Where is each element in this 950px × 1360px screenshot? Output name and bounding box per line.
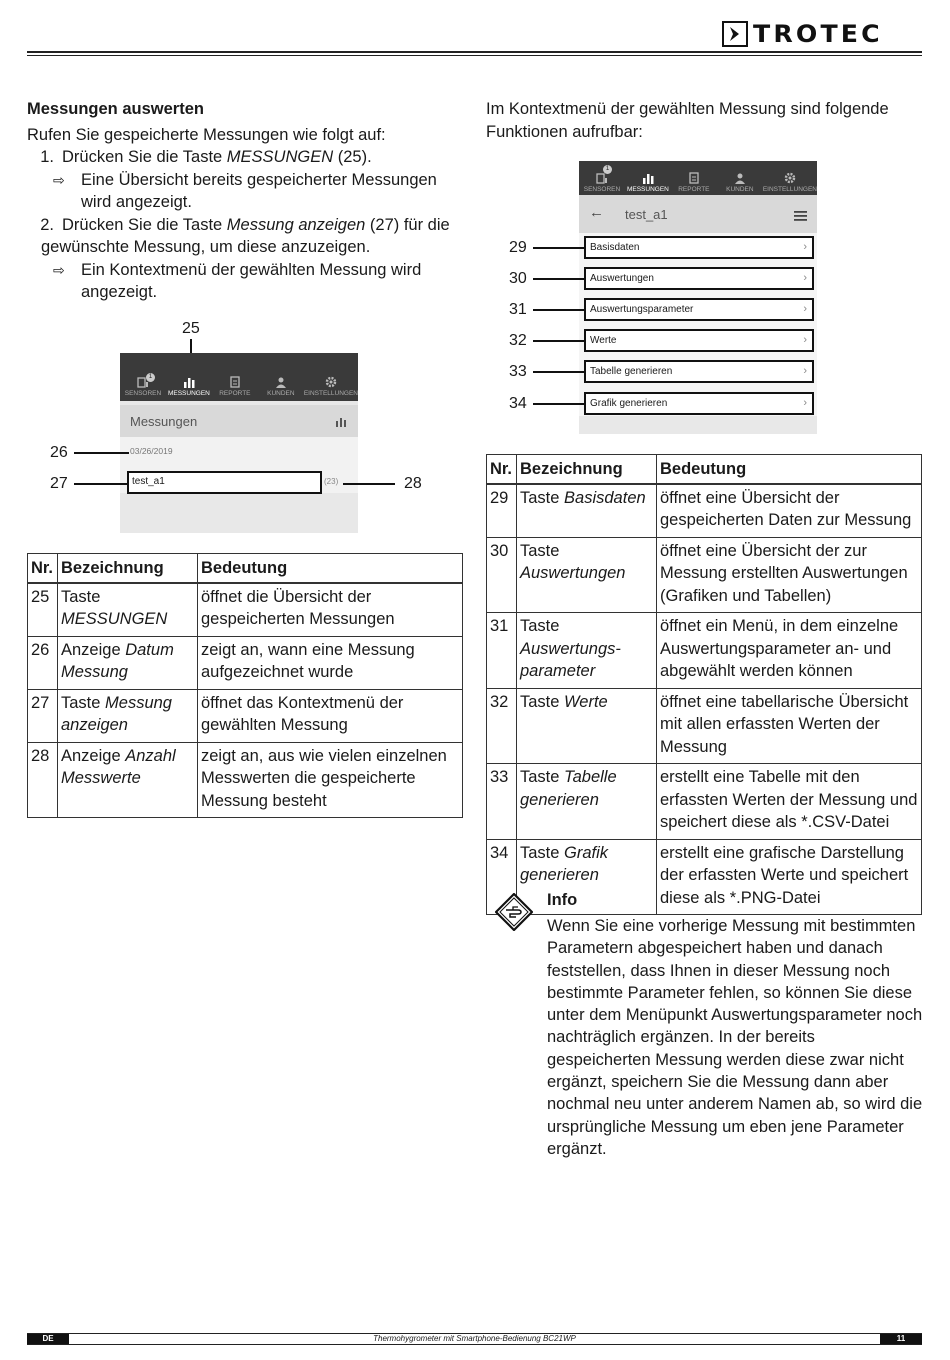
cell-prefix: Taste (520, 692, 565, 711)
tabelle-generieren-button[interactable] (584, 360, 814, 383)
cell-bedeutung: öffnet eine Übersicht der gespeicherten Daten zur Messung (657, 484, 922, 538)
callout-27: 27 (50, 475, 68, 492)
nav-reporte[interactable] (671, 161, 717, 195)
cell-bezeichnung (58, 742, 198, 818)
cell-bedeutung: zeigt an, aus wie vielen einzelnen Messwerten die gespeicherte Messung besteht (198, 742, 463, 818)
cell-nr: 28 (28, 742, 58, 818)
cell-bezeichnung (517, 537, 657, 613)
col-header-nr: Nr. (487, 455, 517, 484)
callout-28-line (343, 483, 395, 485)
badge: 1 (146, 373, 155, 382)
nav-sensoren[interactable] (120, 353, 166, 401)
page-footer (27, 1333, 922, 1345)
customers-icon (274, 374, 288, 388)
col-header-bezeichnung: Bezeichnung (517, 455, 657, 484)
nav-label: KUNDEN (726, 186, 754, 193)
measurement-date: 03/26/2019 (130, 446, 173, 456)
chevron-right-icon: › (803, 365, 807, 377)
col-header-bedeutung: Bedeutung (198, 554, 463, 583)
cell-bezeichnung (517, 764, 657, 840)
cell-bedeutung: öffnet eine tabellarische Übersicht mit allen erfassten Werten der Messung (657, 688, 922, 764)
nav-label: EINSTELLUNGEN (762, 186, 817, 193)
nav-einstellungen[interactable] (763, 161, 817, 195)
app-navbar (120, 353, 358, 401)
cell-emph: Auswertungen (520, 564, 626, 582)
step-1-result (27, 169, 463, 214)
cell-bedeutung: erstellt eine Tabelle mit den erfassten Werten der Messung und speichert diese als *.CSV-Datei (657, 764, 922, 840)
auswertungsparameter-button[interactable] (584, 298, 814, 321)
nav-label: EINSTELLUNGEN (303, 390, 358, 397)
page-number: 11 (880, 1334, 922, 1344)
step-text: Drücken Sie die Taste (62, 215, 227, 234)
app-title: test_a1 (625, 206, 668, 222)
step-2 (27, 214, 463, 237)
nav-label: MESSUNGEN (626, 186, 669, 193)
cell-emph: Werte (564, 692, 608, 711)
cell-bezeichnung (58, 636, 198, 689)
nav-messungen[interactable] (625, 161, 671, 195)
step-emph: MESSUNGEN (226, 148, 334, 166)
cell-bezeichnung (58, 583, 198, 637)
cell-emph: Messung anzeigen (61, 693, 172, 734)
cell-nr: 33 (487, 764, 517, 840)
table-row (28, 636, 463, 689)
cell-nr: 31 (487, 613, 517, 689)
table-row (487, 537, 922, 613)
cell-prefix: Taste (520, 617, 560, 635)
werte-button[interactable] (584, 329, 814, 352)
col-header-bedeutung: Bedeutung (657, 455, 922, 484)
step-text-end: (25). (333, 148, 372, 166)
cell-bezeichnung (517, 839, 657, 915)
step-emph: Messung anzeigen (226, 215, 366, 234)
app-title-bar (579, 195, 817, 233)
cell-prefix: Anzeige (61, 640, 126, 659)
nav-einstellungen[interactable] (304, 353, 358, 401)
result-arrow-icon: ⇨ (53, 171, 65, 188)
hamburger-menu-icon[interactable] (794, 209, 807, 224)
cell-prefix: Taste (520, 843, 565, 862)
language-tag: DE (27, 1334, 69, 1344)
logo-chevron-icon (722, 21, 748, 47)
result-text: Eine Übersicht bereits gespeicherter Messungen wird angezeigt. (81, 170, 437, 211)
cell-nr: 32 (487, 688, 517, 764)
table-row (487, 764, 922, 840)
cell-bezeichnung (517, 613, 657, 689)
measurement-count: (23) (324, 477, 339, 486)
cell-bezeichnung (517, 484, 657, 538)
nav-sensoren[interactable] (579, 161, 625, 195)
callout-31: 31 (509, 301, 527, 318)
cell-nr: 26 (28, 636, 58, 689)
callout-34: 34 (509, 395, 527, 412)
cell-nr: 27 (28, 689, 58, 742)
menu-label: Werte (590, 335, 617, 346)
table-row (487, 613, 922, 689)
nav-label: SENSOREN (124, 390, 162, 397)
step-text: Drücken Sie die Taste (62, 148, 227, 166)
cell-emph: Tabelle generieren (520, 768, 617, 809)
result-arrow-icon: ⇨ (53, 261, 65, 278)
report-icon (687, 170, 701, 184)
report-icon (228, 374, 242, 388)
measurement-name: test_a1 (132, 476, 165, 487)
trotec-logo (722, 20, 883, 48)
step-2-continuation: gewünschte Messung, um diese anzuzeigen. (41, 238, 371, 256)
cell-nr: 29 (487, 484, 517, 538)
cell-emph: Grafik generieren (520, 843, 609, 884)
callout-27-line (74, 483, 128, 485)
step-number: 2. (40, 215, 54, 234)
cell-bedeutung: erstellt eine grafische Darstellung der erfassten Werte und speichert diese als *.PNG-Datei (657, 839, 922, 915)
cell-emph: MESSUNGEN (61, 610, 168, 628)
nav-label: KUNDEN (267, 390, 295, 397)
nav-label: REPORTE (219, 390, 251, 397)
callout-29-line (533, 247, 584, 249)
chevron-right-icon: › (803, 397, 807, 409)
cell-emph: Datum Messung (61, 640, 174, 681)
callout-34-line (533, 403, 584, 405)
menu-area (579, 233, 817, 416)
app-screenshot-messungen (120, 353, 358, 533)
cell-bezeichnung (58, 689, 198, 742)
cell-prefix: Anzeige (61, 746, 126, 765)
menu-label: Basisdaten (590, 242, 640, 253)
cell-bedeutung: öffnet ein Menü, in dem einzelne Auswertungsparameter an- und abgewählt werden können (657, 613, 922, 689)
bar-chart-icon (641, 170, 655, 184)
intro-text: Rufen Sie gespeicherte Messungen wie folgt auf: (27, 125, 386, 144)
chevron-right-icon: › (803, 241, 807, 253)
nav-kunden[interactable] (258, 353, 304, 401)
cell-bedeutung: zeigt an, wann eine Messung aufgezeichnet wurde (198, 636, 463, 689)
nav-label: REPORTE (678, 186, 710, 193)
basisdaten-button[interactable] (584, 236, 814, 259)
callout-30-line (533, 278, 584, 280)
bar-chart-icon (182, 374, 196, 388)
table-row (487, 688, 922, 764)
table-right (486, 454, 922, 915)
chevron-right-icon: › (803, 303, 807, 315)
header-rule-thin (27, 55, 922, 56)
callout-28: 28 (404, 475, 422, 492)
callout-31-line (533, 309, 584, 311)
nav-kunden[interactable] (717, 161, 763, 195)
nav-label: SENSOREN (583, 186, 621, 193)
bar-chart-icon[interactable] (336, 415, 346, 430)
callout-25: 25 (182, 320, 200, 337)
table-left (27, 553, 463, 818)
info-hand-icon (495, 893, 533, 931)
callout-26: 26 (50, 444, 68, 461)
table-header (487, 455, 922, 484)
cell-nr: 25 (28, 583, 58, 637)
cell-emph: Basisdaten (564, 488, 646, 507)
table-row (28, 689, 463, 742)
table-row (487, 484, 922, 538)
measurement-row-button[interactable] (127, 471, 322, 494)
left-column (27, 98, 463, 304)
menu-label: Tabelle generieren (590, 366, 673, 377)
cell-prefix: Taste (61, 693, 106, 712)
badge: 1 (603, 165, 612, 174)
cell-nr: 34 (487, 839, 517, 915)
info-title: Info (547, 891, 578, 909)
customers-icon (733, 170, 747, 184)
info-body: Wenn Sie eine vorherige Messung mit bestimmten Parametern abgespeichert haben und danach feststellen, dass Ihnen in dieser Messung noch bestimmte Parameter fehlen, so können Sie diese unter dem Menüpunkt Auswertungsparameter noch nachträglich ergänzen. In der bereits gespeicherten Messung werden diese zwar nicht ergänzt, speichern Sie die Messung dann aber nochmal neu unter anderem Namen ab, so wird die ursprüngliche Messung um eben jene Parameter ergänzt. (547, 917, 923, 1158)
footer-title: Thermohygrometer mit Smartphone-Bedienung BC21WP (373, 1334, 576, 1343)
cell-prefix: Taste (520, 541, 560, 560)
app-title: Messungen (130, 413, 198, 429)
grafik-generieren-button[interactable] (584, 392, 814, 415)
app-navbar (579, 161, 817, 195)
step-1 (27, 146, 463, 169)
gear-icon (324, 374, 338, 388)
cell-emph: Auswertungs-parameter (520, 639, 621, 680)
cell-bedeutung: öffnet das Kontextmenü der gewählten Messung (198, 689, 463, 742)
callout-32: 32 (509, 332, 527, 349)
auswertungen-button[interactable] (584, 267, 814, 290)
table-row (28, 742, 463, 818)
cell-bedeutung: öffnet die Übersicht der gespeicherten Messungen (198, 583, 463, 637)
cell-prefix: Taste (520, 488, 565, 507)
nav-reporte[interactable] (212, 353, 258, 401)
brand-name: TROTEC (753, 20, 883, 48)
callout-33: 33 (509, 363, 527, 380)
cell-prefix: Taste (61, 587, 101, 606)
cell-nr: 30 (487, 537, 517, 613)
back-arrow-icon[interactable]: ← (589, 204, 604, 221)
cell-prefix: Taste (520, 768, 565, 786)
section-heading: Messungen auswerten (27, 100, 204, 118)
result-text: Ein Kontextmenü der gewählten Messung wird angezeigt. (81, 260, 422, 301)
callout-29: 29 (509, 239, 527, 256)
table-header (28, 554, 463, 583)
right-intro: Im Kontextmenü der gewählten Messung sind folgende Funktionen aufrufbar: (486, 100, 889, 141)
callout-32-line (533, 340, 584, 342)
cell-bezeichnung (517, 688, 657, 764)
chevron-right-icon: › (803, 272, 807, 284)
col-header-bezeichnung: Bezeichnung (58, 554, 198, 583)
callout-26-line (74, 452, 129, 454)
nav-label: MESSUNGEN (167, 390, 210, 397)
step-2-result (27, 259, 463, 304)
menu-label: Auswertungen (590, 273, 654, 284)
table-row (28, 583, 463, 637)
menu-label: Auswertungsparameter (590, 304, 694, 315)
app-title-bar (120, 405, 358, 437)
right-column (486, 98, 922, 143)
cell-emph: Anzahl Messwerte (61, 746, 176, 787)
step-number: 1. (40, 148, 54, 166)
header-rule (27, 51, 922, 53)
chevron-right-icon: › (803, 334, 807, 346)
callout-33-line (533, 371, 584, 373)
col-header-nr: Nr. (28, 554, 58, 583)
callout-30: 30 (509, 270, 527, 287)
step-text-end: (27) für die (365, 215, 450, 234)
gear-icon (783, 170, 797, 184)
menu-label: Grafik generieren (590, 398, 668, 409)
cell-bedeutung: öffnet eine Übersicht der zur Messung erstellten Auswertungen (Grafiken und Tabellen) (657, 537, 922, 613)
nav-messungen[interactable] (166, 353, 212, 401)
